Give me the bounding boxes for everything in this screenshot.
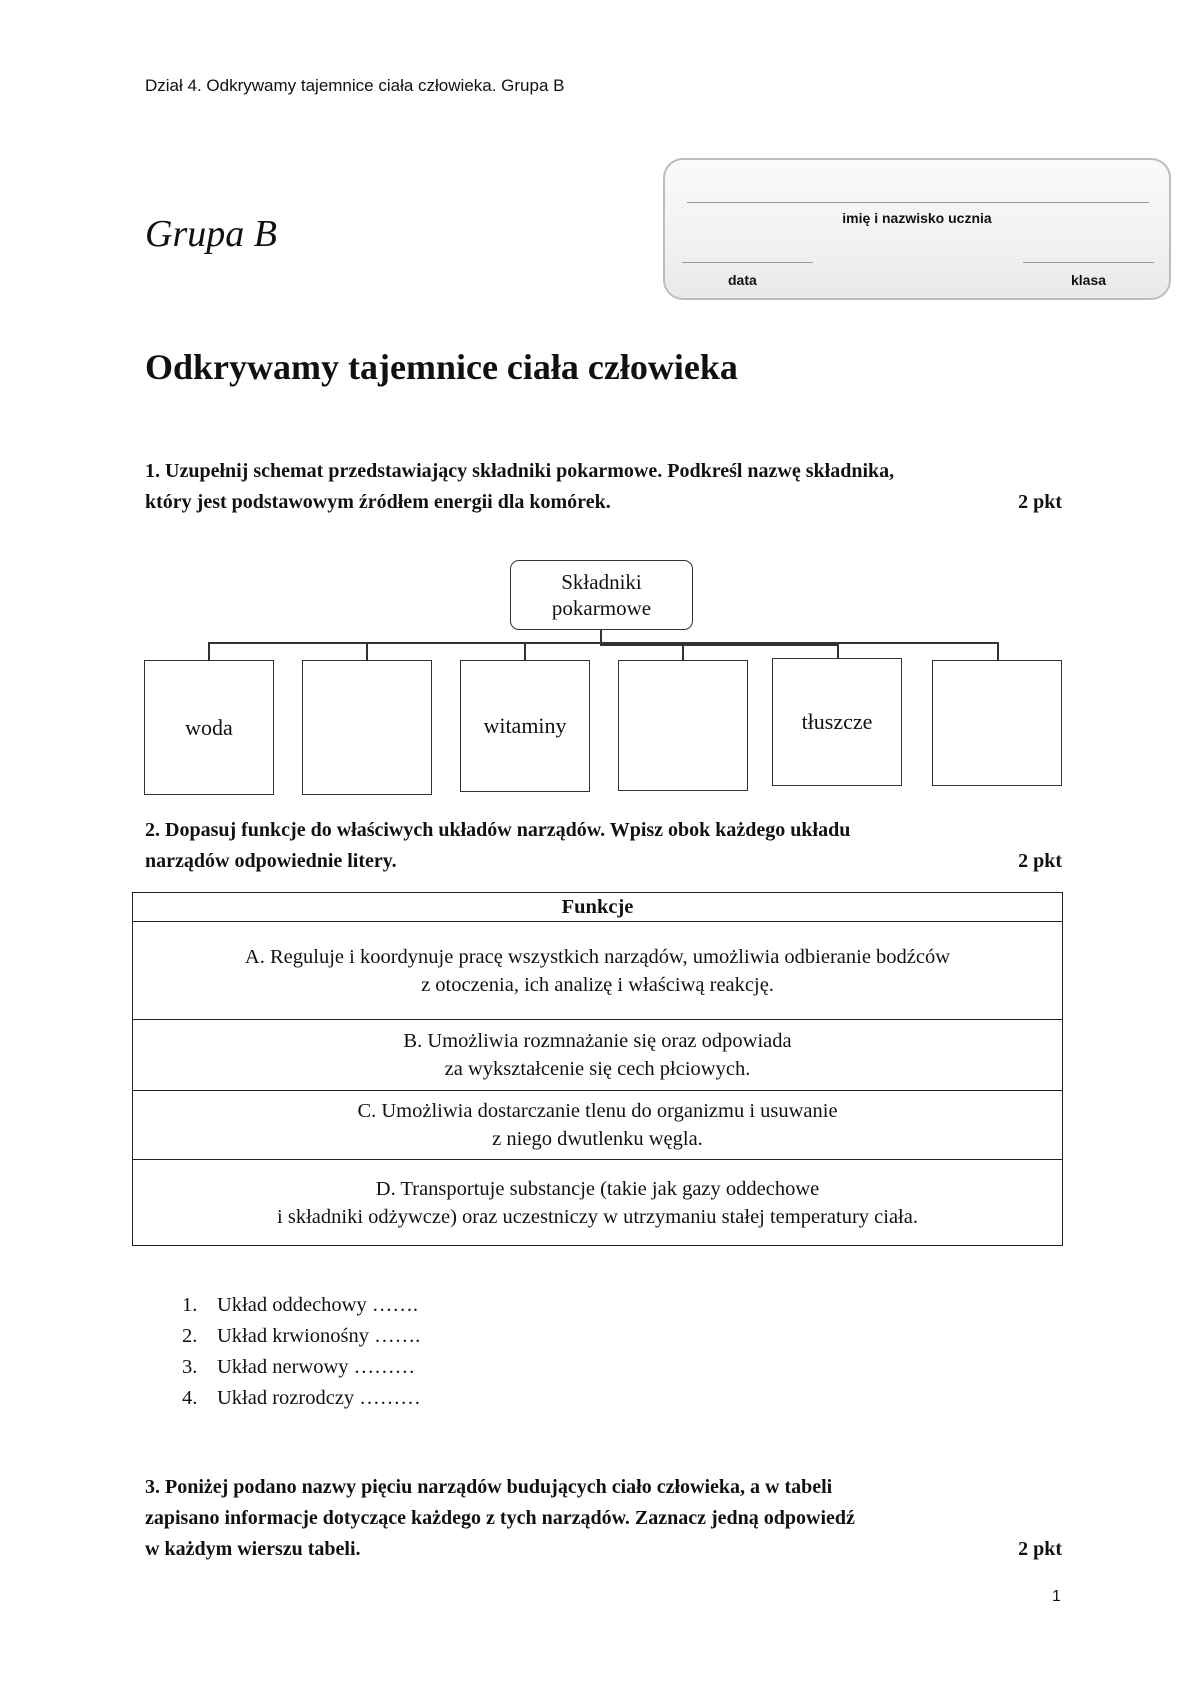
task-2-line-2: narządów odpowiednie litery.: [145, 850, 397, 872]
task-3-line-1: 3. Poniżej podano nazwy pięciu narządów budujących ciało człowieka, a w tabeli: [145, 1476, 833, 1498]
task-2-points: 2 pkt: [1018, 850, 1062, 872]
function-d-text-1: . Transportuje substancje (takie jak gazy oddechowe: [390, 1177, 820, 1200]
connector-root-stem: [600, 630, 602, 642]
function-c-text-2: z niego dwutlenku węgla.: [492, 1128, 703, 1150]
function-b-text-1: . Umożliwia rozmnażanie się oraz odpowiada: [417, 1030, 792, 1052]
function-d-text-2: i składniki odżywcze) oraz uczestniczy w utrzymaniu stałej temperatury ciała.: [277, 1205, 918, 1228]
task-3-line-3: w każdym wierszu tabeli.: [145, 1538, 361, 1560]
function-row-d: [133, 1160, 1063, 1246]
function-row-a: [133, 922, 1063, 1020]
class-line[interactable]: [1023, 262, 1154, 263]
function-letter-b: B: [403, 1030, 418, 1052]
function-letter-d: D: [375, 1177, 391, 1200]
connector-drop-5: [837, 642, 839, 658]
connector-drop-6: [997, 642, 999, 660]
root-label-line-1: Składniki: [561, 570, 642, 594]
function-row-b: [133, 1020, 1063, 1091]
task-1-points: 2 pkt: [1018, 491, 1062, 513]
task-1-instruction: [145, 456, 1062, 518]
organ-system-item[interactable]: [182, 1321, 421, 1352]
root-label-line-2: pokarmowe: [551, 596, 652, 620]
diagram-box-blank-3[interactable]: [932, 660, 1062, 786]
function-letter-c: C: [357, 1100, 372, 1122]
task-3-instruction: [145, 1472, 1062, 1565]
function-b-text-2: za wykształcenie się cech płciowych.: [444, 1058, 751, 1080]
task-2-instruction: [145, 815, 1062, 877]
connector-drop-4: [682, 642, 684, 660]
page-number: 1: [1052, 1588, 1061, 1605]
date-line[interactable]: [682, 262, 813, 263]
organ-systems-list: [182, 1290, 421, 1414]
task-1-line-2: który jest podstawowym źródłem energii dla komórek.: [145, 491, 611, 513]
function-a-text-2: z otoczenia, ich analizę i właściwą reakcję.: [421, 973, 774, 996]
diagram-box-blank-2[interactable]: [618, 660, 748, 791]
organ-system-item[interactable]: [182, 1290, 421, 1321]
name-label: imię i nazwisko ucznia: [842, 210, 992, 226]
item-text: Układ krwionośny …….: [217, 1325, 421, 1347]
item-text: Układ rozrodczy ………: [217, 1387, 421, 1409]
item-number: 3.: [182, 1356, 198, 1378]
task-3-points: 2 pkt: [1018, 1538, 1062, 1560]
task-2-line-1: 2. Dopasuj funkcje do właściwych układów narządów. Wpisz obok każdego układu: [145, 819, 851, 841]
name-line[interactable]: [687, 202, 1149, 203]
item-text: Układ oddechowy …….: [217, 1294, 418, 1316]
diagram-box-fats: tłuszcze: [772, 658, 902, 786]
item-number: 4.: [182, 1387, 198, 1409]
item-text: Układ nerwowy ………: [217, 1356, 416, 1378]
connector-drop-1: [208, 642, 210, 660]
connector-drop-3: [524, 642, 526, 660]
connector-drop-2: [366, 642, 368, 660]
item-number: 2.: [182, 1325, 198, 1347]
diagram-box-blank-1[interactable]: [302, 660, 432, 795]
function-a-text-1: . Reguluje i koordynuje pracę wszystkich narządów, umożliwia odbieranie bodźców: [259, 945, 951, 968]
task-3-line-2: zapisano informacje dotyczące każdego z tych narządów. Zaznacz jedną odpowiedź: [145, 1507, 855, 1529]
task-1-line-1: 1. Uzupełnij schemat przedstawiający składniki pokarmowe. Podkreśl nazwę składnika,: [145, 460, 895, 482]
worksheet-title: Odkrywamy tajemnice ciała człowieka: [145, 347, 738, 387]
function-row-c: [133, 1091, 1063, 1160]
function-letter-a: A: [244, 945, 260, 968]
function-c-text-1: . Umożliwia dostarczanie tlenu do organizmu i usuwanie: [371, 1100, 838, 1122]
student-info-box: [663, 158, 1171, 300]
organ-system-item[interactable]: [182, 1383, 421, 1414]
diagram-box-water: woda: [144, 660, 274, 795]
group-label: Grupa B: [145, 213, 277, 255]
diagram-root-node: [510, 560, 693, 630]
page-header: Dział 4. Odkrywamy tajemnice ciała człowieka. Grupa B: [145, 76, 565, 95]
connector-bar-accent: [600, 644, 837, 646]
functions-table: [132, 892, 1063, 1246]
diagram-box-vitamins: witaminy: [460, 660, 590, 792]
organ-system-item[interactable]: [182, 1352, 421, 1383]
date-label: data: [728, 272, 757, 288]
item-number: 1.: [182, 1294, 198, 1316]
functions-table-header: Funkcje: [133, 893, 1063, 922]
class-label: klasa: [1071, 272, 1107, 288]
